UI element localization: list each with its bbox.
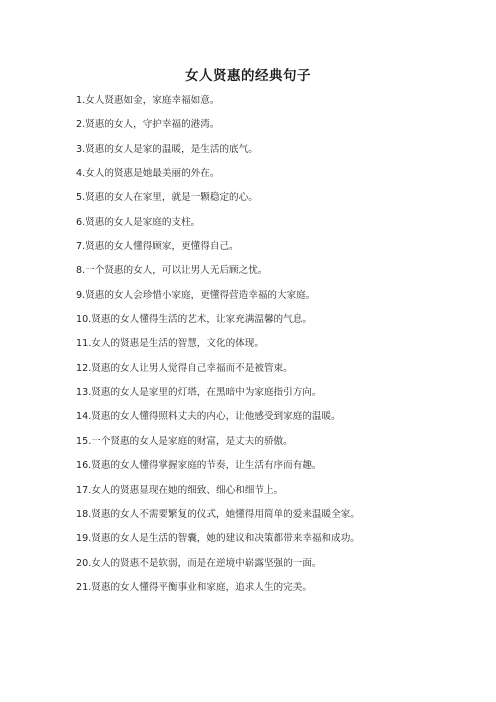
list-item [76, 312, 360, 336]
item-text: 一个贤惠的女人是家庭的财富，是丈夫的骄傲。 [91, 435, 293, 447]
item-text: 女人的贤惠显现在她的细致、细心和细节上。 [91, 484, 284, 496]
list-item [76, 117, 360, 141]
list-item [76, 409, 360, 433]
item-number: 5. [76, 192, 86, 204]
list-item [76, 288, 360, 312]
item-text: 贤惠的女人懂得顾家，更懂得自己。 [85, 241, 239, 253]
item-text: 贤惠的女人是家的温暖，是生活的底气。 [85, 143, 258, 155]
item-text: 贤惠的女人懂得掌握家庭的节奏，让生活有序而有趣。 [91, 460, 322, 472]
item-text: 贤惠的女人让男人觉得自己幸福而不是被管束。 [91, 362, 293, 374]
list-item [76, 190, 360, 214]
list-item [76, 361, 360, 385]
list-item [76, 483, 360, 507]
item-number: 9. [76, 289, 86, 301]
item-text: 贤惠的女人会珍惜小家庭，更懂得营造幸福的大家庭。 [85, 289, 316, 301]
item-text: 贤惠的女人是家里的灯塔，在黑暗中为家庭指引方向。 [91, 387, 322, 399]
list-item [76, 215, 360, 239]
item-number: 4. [76, 168, 86, 180]
item-text: 贤惠的女人，守护幸福的港湾。 [85, 119, 220, 131]
item-number: 12. [76, 362, 92, 374]
item-text: 一个贤惠的女人，可以让男人无后顾之忧。 [85, 265, 268, 277]
item-text: 女人贤惠如金，家庭幸福如意。 [85, 95, 220, 106]
item-number: 1. [76, 95, 86, 106]
document-title: 女人贤惠的经典句子 [185, 68, 311, 84]
item-text: 贤惠的女人懂得照料丈夫的内心，让他感受到家庭的温暖。 [91, 411, 341, 423]
item-number: 13. [76, 387, 92, 399]
item-number: 20. [76, 557, 92, 569]
list-item [76, 556, 360, 580]
item-text: 贤惠的女人是生活的智囊，她的建议和决策都带来幸福和成功。 [91, 533, 360, 545]
list-item [76, 434, 360, 458]
item-number: 19. [76, 533, 92, 545]
list-item [76, 142, 360, 166]
item-text: 女人的贤惠是生活的智慧，文化的体现。 [91, 338, 264, 350]
item-text: 女人的贤惠不是软弱，而是在逆境中崭露坚强的一面。 [91, 557, 322, 569]
list-item [76, 385, 360, 409]
item-number: 10. [76, 314, 92, 326]
item-number: 16. [76, 460, 92, 472]
list-item [76, 458, 360, 482]
item-number: 14. [76, 411, 92, 423]
item-number: 3. [76, 143, 86, 155]
item-number: 17. [76, 484, 92, 496]
item-number: 7. [76, 241, 86, 253]
list-item [76, 507, 360, 531]
item-number: 15. [76, 435, 92, 447]
list-item [76, 263, 360, 287]
list-item [76, 239, 360, 263]
item-text: 贤惠的女人懂得平衡事业和家庭，追求人生的完美。 [91, 581, 312, 593]
quote-list [76, 93, 360, 604]
item-text: 女人的贤惠是她最美丽的外在。 [85, 168, 220, 180]
list-item [76, 336, 360, 360]
item-number: 2. [76, 119, 86, 131]
list-item [76, 166, 360, 190]
list-item [76, 531, 360, 555]
list-item [76, 93, 360, 117]
list-item [76, 580, 360, 604]
item-number: 6. [76, 216, 86, 228]
item-text: 贤惠的女人不需要繁复的仪式，她懂得用简单的爱来温暖全家。 [91, 508, 360, 520]
item-text: 贤惠的女人是家庭的支柱。 [85, 216, 201, 228]
item-text: 贤惠的女人在家里，就是一颗稳定的心。 [85, 192, 258, 204]
item-number: 18. [76, 508, 92, 520]
item-number: 8. [76, 265, 86, 277]
item-number: 21. [76, 581, 92, 593]
item-text: 贤惠的女人懂得生活的艺术，让家充满温馨的气息。 [91, 314, 312, 326]
item-number: 11. [76, 338, 92, 350]
